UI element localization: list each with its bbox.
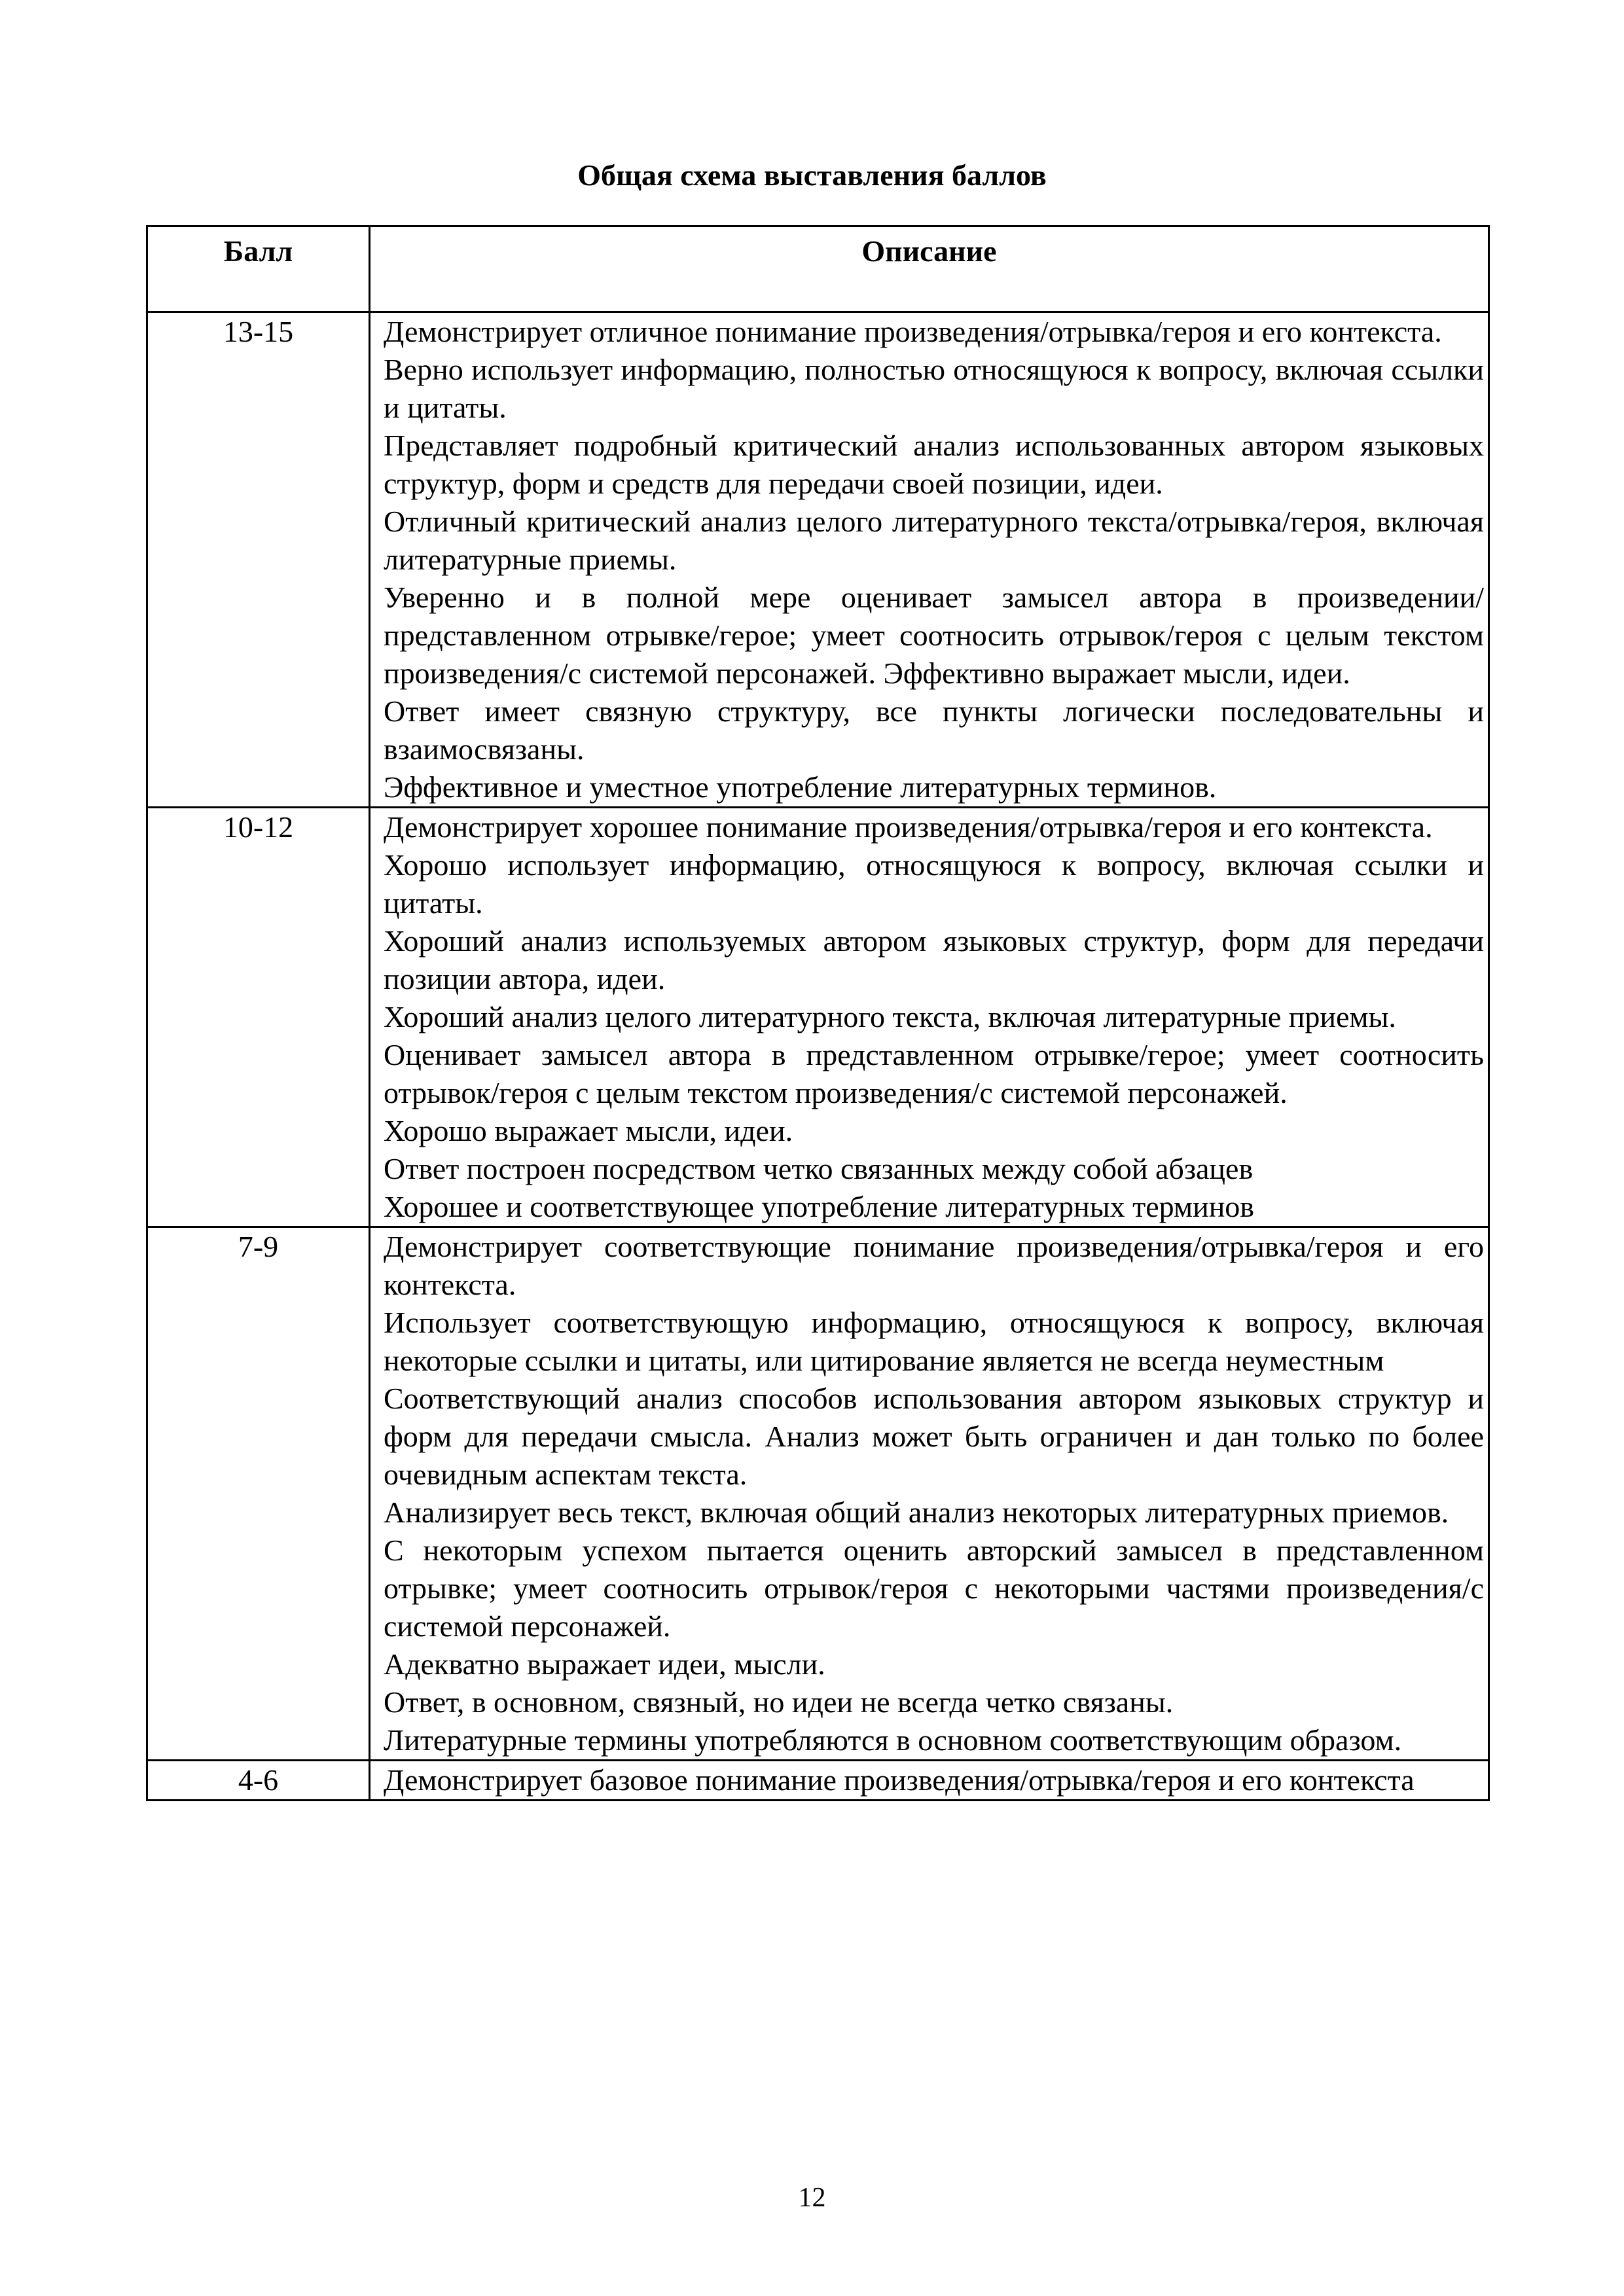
criterion-text: Хороший анализ используемых автором языковых структур, форм для передачи позиции автора, идеи. xyxy=(384,924,1484,996)
criterion-text: Отличный критический анализ целого литературного текста/отрывка/героя, включая литературные приемы. xyxy=(384,505,1484,576)
description-cell xyxy=(370,312,1489,808)
table-row xyxy=(147,1227,1489,1761)
criterion-text: Демонстрирует соответствующие понимание произведения/отрывка/героя и его контекста. xyxy=(384,1230,1484,1301)
criterion-text: Уверенно и в полной мере оценивает замысел автора в произведении/ представленном отрывке/герое; умеет соотносить отрывок/героя с целым текстом произведения/с системой персонажей. Эффективно выражает мысли, идеи. xyxy=(384,581,1484,690)
criterion-text: Ответ построен посредством четко связанных между собой абзацев xyxy=(384,1152,1254,1185)
score-cell: 4-6 xyxy=(147,1761,370,1801)
criterion-text: С некоторым успехом пытается оценить авторский замысел в представленном отрывке; умеет соотносить отрывок/героя с некоторыми частями произведения/с системой персонажей. xyxy=(384,1534,1484,1643)
score-cell: 7-9 xyxy=(147,1227,370,1761)
column-header-description: Описание xyxy=(370,226,1489,312)
criterion-text: Хорошо использует информацию, относящуюся к вопросу, включая ссылки и цитаты. xyxy=(384,848,1484,920)
criterion-text: Ответ, в основном, связный, но идеи не всегда четко связаны. xyxy=(384,1685,1174,1719)
criterion-text: Литературные термины употребляются в основном соответствующим образом. xyxy=(384,1723,1402,1757)
criterion-text: Ответ имеет связную структуру, все пункты логически последовательны и взаимосвязаны. xyxy=(384,694,1484,766)
score-cell: 13-15 xyxy=(147,312,370,808)
page-title: Общая схема выставления баллов xyxy=(577,158,1047,192)
criterion-text: Хороший анализ целого литературного текста, включая литературные приемы. xyxy=(384,1000,1396,1033)
description-cell xyxy=(370,808,1489,1227)
criterion-text: Хорошо выражает мысли, идеи. xyxy=(384,1114,793,1147)
description-cell xyxy=(370,1761,1489,1801)
description-cell xyxy=(370,1227,1489,1761)
criterion-text: Демонстрирует хорошее понимание произведения/отрывка/героя и его контекста. xyxy=(384,810,1433,844)
score-cell: 10-12 xyxy=(147,808,370,1227)
table-row xyxy=(147,1761,1489,1801)
criterion-text: Соответствующий анализ способов использования автором языковых структур и форм для передачи смысла. Анализ может быть ограничен и дан только по более очевидным аспектам текста. xyxy=(384,1382,1484,1491)
criterion-text: Демонстрирует отличное понимание произведения/отрывка/героя и его контекста. xyxy=(384,315,1442,348)
column-header-score: Балл xyxy=(147,226,370,312)
page-number: 12 xyxy=(798,2183,826,2213)
scoring-table xyxy=(146,225,1490,1801)
criterion-text: Оценивает замысел автора в представленном отрывке/герое; умеет соотносить отрывок/героя с целым текстом произведения/с системой персонажей. xyxy=(384,1038,1484,1109)
table-header-row xyxy=(147,226,1489,312)
criterion-text: Адекватно выражает идеи, мысли. xyxy=(384,1647,825,1681)
criterion-text: Эффективное и уместное употребление литературных терминов. xyxy=(384,770,1217,804)
criterion-text: Верно использует информацию, полностью относящуюся к вопросу, включая ссылки и цитаты. xyxy=(384,353,1484,424)
criterion-text: Хорошее и соответствующее употребление литературных терминов xyxy=(384,1190,1255,1223)
criterion-text: Демонстрирует базовое понимание произведения/отрывка/героя и его контекста xyxy=(384,1763,1415,1797)
table-row xyxy=(147,312,1489,808)
table-row xyxy=(147,808,1489,1227)
criterion-text: Представляет подробный критический анализ использованных автором языковых структур, форм и средств для передачи своей позиции, идеи. xyxy=(384,429,1484,500)
criterion-text: Использует соответствующую информацию, относящуюся к вопросу, включая некоторые ссылки и цитаты, или цитирование является не всегда неуместным xyxy=(384,1306,1484,1377)
criterion-text: Анализирует весь текст, включая общий анализ некоторых литературных приемов. xyxy=(384,1496,1449,1529)
table-body xyxy=(147,312,1489,1801)
